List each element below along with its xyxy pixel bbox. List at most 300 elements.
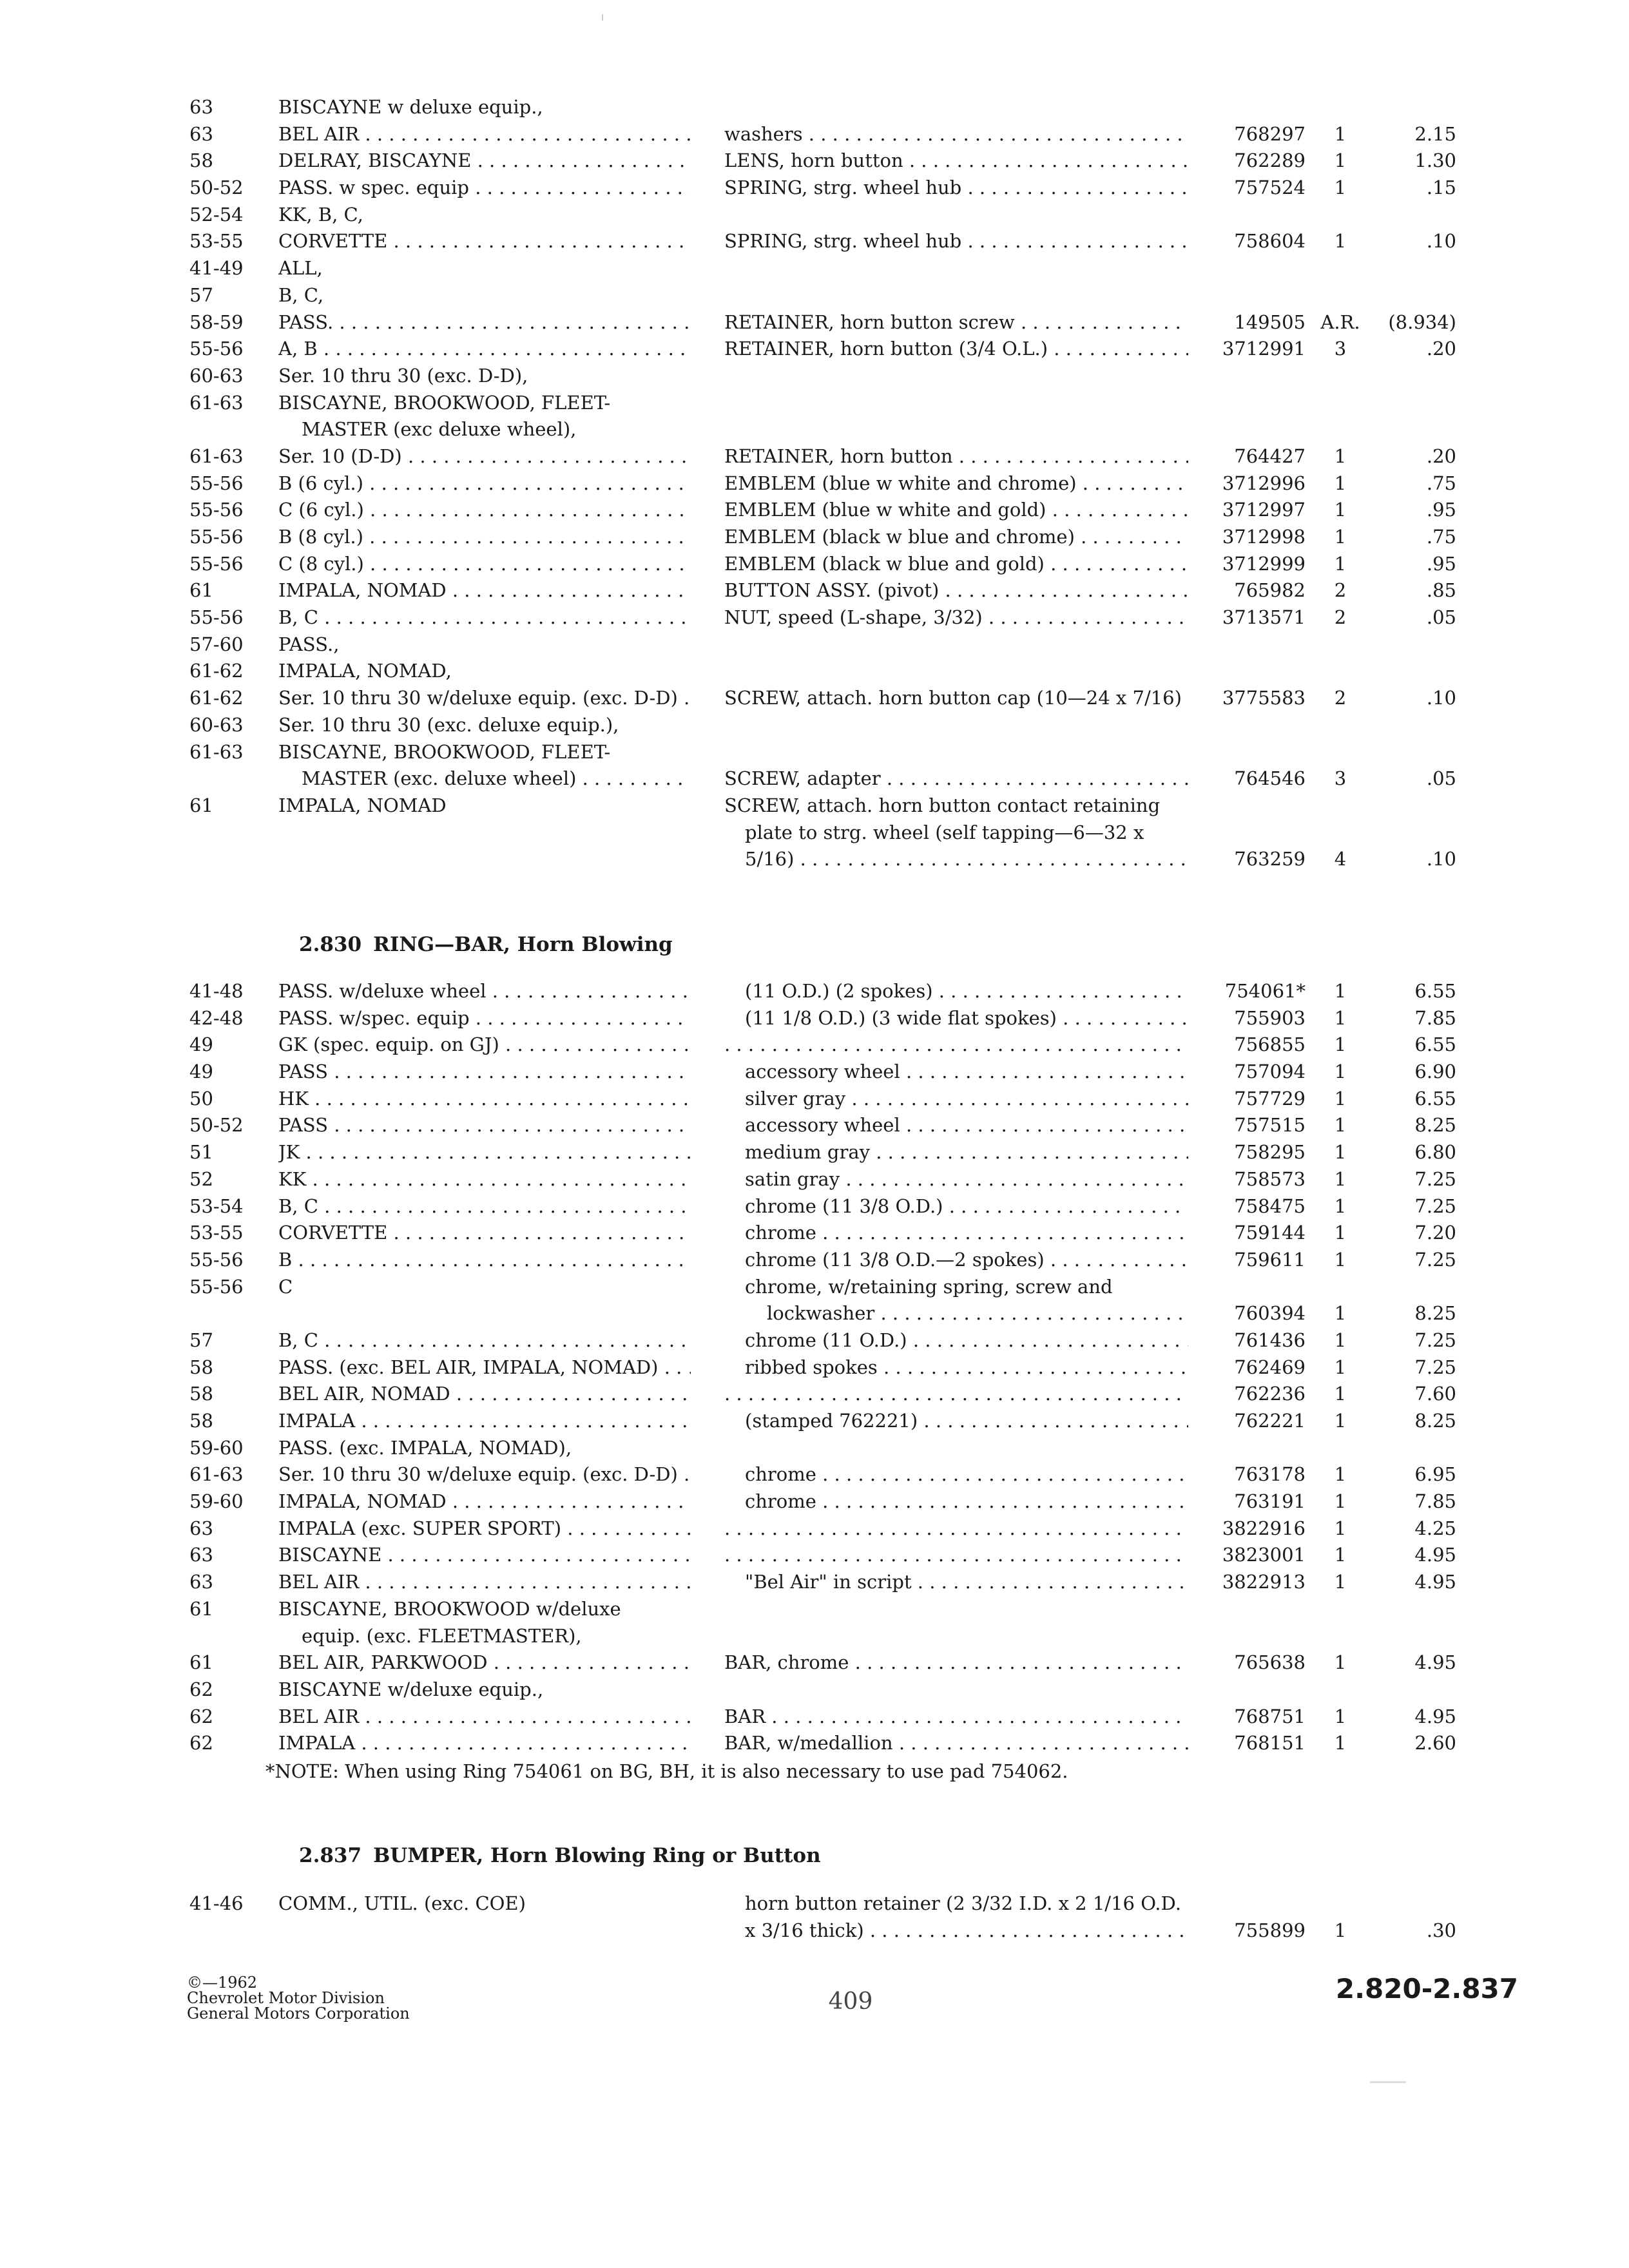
table-row — [0, 712, 1629, 739]
price-cell: 7.25 — [1414, 1168, 1456, 1190]
description-cell: chrome . . . — [745, 1220, 1188, 1247]
section-range: 2.820-2.837 — [1335, 1973, 1518, 2004]
year-cell: 51 — [189, 1141, 213, 1164]
year-cell: 55-56 — [189, 606, 244, 629]
table-row — [0, 1542, 1629, 1569]
model-cell: PASS., — [278, 633, 340, 655]
year-cell: 61 — [189, 579, 213, 602]
description-cell: chrome, w/retaining spring, screw and — [745, 1275, 1113, 1298]
model-cell: B, C . . . — [278, 604, 691, 631]
price-cell: 6.55 — [1414, 980, 1456, 1002]
quantity-cell: 1 — [1334, 1302, 1347, 1325]
table-row — [0, 1569, 1629, 1596]
table-row — [0, 1112, 1629, 1139]
part-number-cell: 763191 — [1234, 1490, 1306, 1513]
description-cell: silver gray . . . — [745, 1086, 1188, 1113]
year-cell: 57 — [189, 1329, 213, 1351]
table-row — [0, 121, 1629, 148]
price-cell: .30 — [1426, 1919, 1456, 1941]
table-row — [0, 470, 1629, 497]
quantity-cell: 1 — [1334, 1168, 1347, 1190]
year-cell: 55-56 — [189, 1275, 244, 1298]
price-cell: .20 — [1426, 338, 1456, 360]
model-cell: JK . . . — [278, 1139, 691, 1166]
model-cell: KK . . . — [278, 1166, 691, 1193]
description-cell: chrome . . . — [745, 1461, 1188, 1488]
year-cell: 63 — [189, 1517, 213, 1539]
part-number-cell: 756855 — [1234, 1033, 1306, 1056]
table-row — [0, 1059, 1629, 1086]
table-row — [0, 820, 1629, 847]
year-cell: 59-60 — [189, 1490, 244, 1513]
quantity-cell: 1 — [1334, 1517, 1347, 1539]
price-cell: 7.25 — [1414, 1195, 1456, 1217]
model-cell: C (6 cyl.) . . . — [278, 497, 691, 524]
quantity-cell: 1 — [1334, 1463, 1347, 1486]
year-cell: 58 — [189, 1356, 213, 1378]
year-cell: 61 — [189, 1597, 213, 1620]
table-row — [0, 658, 1629, 685]
description-cell: accessory wheel . . . — [745, 1059, 1188, 1086]
quantity-cell: 1 — [1334, 980, 1347, 1002]
model-cell: C — [278, 1275, 293, 1298]
part-number-cell: 768751 — [1234, 1705, 1306, 1727]
table-row — [0, 631, 1629, 658]
year-cell: 57 — [189, 284, 213, 306]
part-number-cell: 3712997 — [1222, 499, 1306, 521]
description-cell: EMBLEM (blue w white and chrome) . . . — [724, 470, 1188, 497]
model-cell: BEL AIR . . . — [278, 1569, 691, 1596]
price-cell: 6.95 — [1414, 1463, 1456, 1486]
table-row — [0, 577, 1629, 604]
quantity-cell: 1 — [1334, 1033, 1347, 1056]
price-cell: (8.934) — [1388, 311, 1456, 333]
table-row — [0, 1515, 1629, 1542]
description-cell: 5/16) . . . — [745, 846, 1188, 873]
scan-mark — [602, 14, 603, 21]
part-number-cell: 758475 — [1234, 1195, 1306, 1217]
model-cell: MASTER (exc deluxe wheel), — [302, 418, 577, 441]
price-cell: 7.60 — [1414, 1383, 1456, 1405]
part-number-cell: 3775583 — [1222, 687, 1306, 709]
table-row — [0, 524, 1629, 551]
table-row — [0, 416, 1629, 443]
table-row — [0, 255, 1629, 282]
price-cell: .05 — [1426, 767, 1456, 790]
table-row — [0, 1730, 1629, 1757]
model-cell: PASS. (exc. IMPALA, NOMAD), — [278, 1436, 572, 1459]
table-row — [0, 363, 1629, 390]
model-cell: Ser. 10 (D-D) . . . — [278, 443, 691, 470]
section-number: 2.830 — [299, 933, 362, 956]
part-number-cell: 3712991 — [1222, 338, 1306, 360]
part-number-cell: 755899 — [1234, 1919, 1306, 1941]
table-row — [0, 1220, 1629, 1247]
quantity-cell: 1 — [1334, 1141, 1347, 1164]
quantity-cell: 1 — [1334, 1383, 1347, 1405]
copyright: ©—1962 — [187, 1974, 258, 1992]
year-cell: 63 — [189, 1544, 213, 1566]
table-row — [0, 202, 1629, 229]
description-cell: SCREW, attach. horn button cap (10—24 x 7/16) . . . — [724, 685, 1188, 712]
price-cell: 8.25 — [1414, 1410, 1456, 1432]
section-number: 2.837 — [299, 1844, 362, 1867]
year-cell: 61-62 — [189, 687, 244, 709]
description-cell: chrome (11 O.D.) . . . — [745, 1327, 1188, 1354]
table-row — [0, 175, 1629, 202]
table-row — [0, 551, 1629, 578]
description-cell: plate to strg. wheel (self tapping—6—32 x — [745, 821, 1144, 843]
price-cell: 6.55 — [1414, 1087, 1456, 1110]
table-row — [0, 765, 1629, 793]
description-cell: medium gray . . . — [745, 1139, 1188, 1166]
year-cell: 57-60 — [189, 633, 244, 655]
part-number-cell: 764546 — [1234, 767, 1306, 790]
description-cell: RETAINER, horn button . . . — [724, 443, 1188, 470]
description-cell: accessory wheel . . . — [745, 1112, 1188, 1139]
year-cell: 63 — [189, 96, 213, 118]
model-cell: BISCAYNE w deluxe equip., — [278, 96, 543, 118]
year-cell: 63 — [189, 1571, 213, 1593]
model-cell: BISCAYNE, BROOKWOOD, FLEET- — [278, 740, 611, 763]
quantity-cell: 1 — [1334, 1651, 1347, 1674]
table-row — [0, 94, 1629, 121]
model-cell: Ser. 10 thru 30 w/deluxe equip. (exc. D-D) . . . — [278, 1461, 691, 1488]
description-cell: lockwasher . . . — [767, 1300, 1188, 1327]
year-cell: 62 — [189, 1678, 213, 1700]
year-cell: 53-54 — [189, 1195, 244, 1217]
description-cell: EMBLEM (blue w white and gold) . . . — [724, 497, 1188, 524]
table-row — [0, 1086, 1629, 1113]
price-cell: 7.85 — [1414, 1006, 1456, 1029]
section-heading-2837 — [299, 1844, 821, 1867]
year-cell: 60-63 — [189, 713, 244, 736]
table-row — [0, 1677, 1629, 1704]
part-number-cell: 754061* — [1224, 980, 1306, 1002]
table-row — [0, 497, 1629, 524]
table-row — [0, 1917, 1629, 1945]
model-cell: IMPALA . . . — [278, 1730, 691, 1757]
part-number-cell: 3822916 — [1222, 1517, 1306, 1539]
model-cell: B (6 cyl.) . . . — [278, 470, 691, 497]
year-cell: 41-48 — [189, 980, 244, 1002]
year-cell: 55-56 — [189, 526, 244, 548]
description-cell: LENS, horn button . . . — [724, 148, 1188, 175]
price-cell: 7.20 — [1414, 1222, 1456, 1244]
description-cell: washers . . . — [724, 121, 1188, 148]
table-row — [0, 1327, 1629, 1354]
quantity-cell: 1 — [1334, 1087, 1347, 1110]
quantity-cell: 1 — [1334, 1195, 1347, 1217]
model-cell: PASS. w/spec. equip . . . — [278, 1005, 691, 1032]
part-number-cell: 3822913 — [1222, 1571, 1306, 1593]
part-number-cell: 3713571 — [1222, 606, 1306, 629]
year-cell: 58-59 — [189, 311, 244, 333]
model-cell: A, B . . . — [278, 336, 691, 363]
model-cell: PASS. . . . — [278, 309, 691, 336]
price-cell: 8.25 — [1414, 1302, 1456, 1325]
part-number-cell: 755903 — [1234, 1006, 1306, 1029]
quantity-cell: 1 — [1334, 445, 1347, 467]
part-number-cell: 764427 — [1234, 445, 1306, 467]
part-number-cell: 757094 — [1234, 1061, 1306, 1083]
year-cell: 62 — [189, 1732, 213, 1754]
model-cell: PASS . . . — [278, 1112, 691, 1139]
price-cell: .15 — [1426, 177, 1456, 199]
year-cell: 63 — [189, 122, 213, 145]
quantity-cell: 1 — [1334, 1061, 1347, 1083]
model-cell: IMPALA, NOMAD . . . — [278, 1488, 691, 1515]
description-cell: NUT, speed (L-shape, 3/32) . . . — [724, 604, 1188, 631]
description-cell: satin gray . . . — [745, 1166, 1188, 1193]
table-row — [0, 1488, 1629, 1515]
year-cell: 50 — [189, 1087, 213, 1110]
table-row — [0, 1005, 1629, 1032]
model-cell: IMPALA . . . — [278, 1408, 691, 1435]
price-cell: 4.95 — [1414, 1651, 1456, 1674]
part-number-cell: 763259 — [1234, 848, 1306, 870]
description-cell: chrome (11 3/8 O.D.—2 spokes) . . . — [745, 1247, 1188, 1274]
quantity-cell: 2 — [1334, 606, 1347, 629]
description-cell: (stamped 762221) . . . — [745, 1408, 1188, 1435]
model-cell: KK, B, C, — [278, 203, 363, 226]
table-row — [0, 739, 1629, 766]
quantity-cell: 1 — [1334, 1544, 1347, 1566]
table-row — [0, 1704, 1629, 1731]
table-row — [0, 1435, 1629, 1462]
price-cell: .10 — [1426, 687, 1456, 709]
description-cell: BAR . . . — [724, 1704, 1188, 1731]
quantity-cell: 1 — [1334, 1222, 1347, 1244]
quantity-cell: 1 — [1334, 149, 1347, 172]
description-cell: x 3/16 thick) . . . — [745, 1917, 1188, 1945]
model-cell: BEL AIR . . . — [278, 1704, 691, 1731]
table-row — [0, 1354, 1629, 1381]
year-cell: 55-56 — [189, 472, 244, 494]
scan-mark — [1370, 2081, 1406, 2083]
description-cell: horn button retainer (2 3/32 I.D. x 2 1/16 O.D. — [745, 1892, 1181, 1914]
model-cell: Ser. 10 thru 30 (exc. D-D), — [278, 364, 528, 387]
publisher-credit — [187, 1975, 410, 2021]
part-number-cell: 149505 — [1234, 311, 1306, 333]
table-row — [0, 1166, 1629, 1193]
quantity-cell: 2 — [1334, 579, 1347, 602]
model-cell: Ser. 10 thru 30 w/deluxe equip. (exc. D-D) . . . — [278, 685, 691, 712]
publisher-line-2: General Motors Corporation — [187, 2004, 410, 2023]
model-cell: CORVETTE . . . — [278, 1220, 691, 1247]
year-cell: 58 — [189, 1383, 213, 1405]
section-heading-2830 — [299, 933, 673, 956]
model-cell: MASTER (exc. deluxe wheel) . . . — [302, 765, 691, 793]
part-number-cell: 762221 — [1234, 1410, 1306, 1432]
description-cell: EMBLEM (black w blue and chrome) . . . — [724, 524, 1188, 551]
year-cell: 50-52 — [189, 1114, 244, 1137]
year-cell: 61-63 — [189, 740, 244, 763]
description-cell: BUTTON ASSY. (pivot) . . . — [724, 577, 1188, 604]
part-number-cell: 765982 — [1234, 579, 1306, 602]
model-cell: HK . . . — [278, 1086, 691, 1113]
year-cell: 61-62 — [189, 660, 244, 682]
table-row — [0, 148, 1629, 175]
table-row — [0, 1381, 1629, 1408]
year-cell: 53-55 — [189, 230, 244, 253]
part-number-cell: 3712996 — [1222, 472, 1306, 494]
table-row — [0, 1461, 1629, 1488]
price-cell: 1.30 — [1414, 149, 1456, 172]
price-cell: .95 — [1426, 552, 1456, 575]
price-cell: 4.95 — [1414, 1571, 1456, 1593]
model-cell: equip. (exc. FLEETMASTER), — [302, 1624, 582, 1647]
table-row — [0, 846, 1629, 873]
model-cell: PASS. w spec. equip . . . — [278, 175, 691, 202]
table-row — [0, 1408, 1629, 1435]
year-cell: 61 — [189, 1651, 213, 1674]
table-row — [0, 1300, 1629, 1327]
description-cell: SPRING, strg. wheel hub . . . — [724, 228, 1188, 255]
description-cell: (11 1/8 O.D.) (3 wide flat spokes) . . . — [745, 1005, 1188, 1032]
model-cell: Ser. 10 thru 30 (exc. deluxe equip.), — [278, 713, 619, 736]
price-cell: .05 — [1426, 606, 1456, 629]
quantity-cell: 1 — [1334, 526, 1347, 548]
table-row — [0, 1596, 1629, 1623]
model-cell: IMPALA (exc. SUPER SPORT) . . . — [278, 1515, 691, 1542]
description-cell: chrome (11 3/8 O.D.) . . . — [745, 1193, 1188, 1220]
table-row — [0, 685, 1629, 712]
quantity-cell: 1 — [1334, 552, 1347, 575]
description-cell — [724, 1032, 1188, 1059]
quantity-cell: 1 — [1334, 472, 1347, 494]
description-cell: BAR, w/medallion . . . — [724, 1730, 1188, 1757]
quantity-cell: 1 — [1334, 230, 1347, 253]
year-cell: 62 — [189, 1705, 213, 1727]
table-row — [0, 1623, 1629, 1650]
table-row — [0, 978, 1629, 1005]
description-cell — [724, 1542, 1188, 1569]
part-number-cell: 758295 — [1234, 1141, 1306, 1164]
price-cell: .10 — [1426, 230, 1456, 253]
quantity-cell: 3 — [1334, 338, 1347, 360]
part-number-cell: 759611 — [1234, 1248, 1306, 1271]
year-cell: 60-63 — [189, 364, 244, 387]
model-cell: B, C, — [278, 284, 324, 306]
year-cell: 59-60 — [189, 1436, 244, 1459]
model-cell: C (8 cyl.) . . . — [278, 551, 691, 578]
description-cell: SPRING, strg. wheel hub . . . — [724, 175, 1188, 202]
price-cell: 7.25 — [1414, 1329, 1456, 1351]
part-number-cell: 3712999 — [1222, 552, 1306, 575]
model-cell: IMPALA, NOMAD — [278, 794, 447, 816]
year-cell: 42-48 — [189, 1006, 244, 1029]
model-cell: COMM., UTIL. (exc. COE) — [278, 1892, 526, 1914]
model-cell: PASS. (exc. BEL AIR, IMPALA, NOMAD) . . . — [278, 1354, 691, 1381]
model-cell: IMPALA, NOMAD, — [278, 660, 452, 682]
description-cell: SCREW, adapter . . . — [724, 765, 1188, 793]
quantity-cell: A.R. — [1320, 311, 1360, 333]
part-number-cell: 762289 — [1234, 149, 1306, 172]
table-row — [0, 604, 1629, 631]
year-cell: 55-56 — [189, 499, 244, 521]
price-cell: 8.25 — [1414, 1114, 1456, 1137]
description-cell: ribbed spokes . . . — [745, 1354, 1188, 1381]
model-cell: ALL, — [278, 257, 323, 280]
year-cell: 52 — [189, 1168, 213, 1190]
part-number-cell: 761436 — [1234, 1329, 1306, 1351]
quantity-cell: 1 — [1334, 1490, 1347, 1513]
quantity-cell: 1 — [1334, 1410, 1347, 1432]
quantity-cell: 4 — [1334, 848, 1347, 870]
quantity-cell: 1 — [1334, 1571, 1347, 1593]
table-row — [0, 309, 1629, 336]
description-cell: (11 O.D.) (2 spokes) . . . — [745, 978, 1188, 1005]
year-cell: 61-63 — [189, 445, 244, 467]
year-cell: 50-52 — [189, 177, 244, 199]
description-cell — [724, 1381, 1188, 1408]
table-row — [0, 228, 1629, 255]
table-row — [0, 1274, 1629, 1301]
model-cell: IMPALA, NOMAD . . . — [278, 577, 691, 604]
quantity-cell: 1 — [1334, 1705, 1347, 1727]
table-row — [0, 390, 1629, 417]
model-cell: B, C . . . — [278, 1193, 691, 1220]
section-title: RING—BAR, Horn Blowing — [373, 933, 673, 956]
description-cell: "Bel Air" in script . . . — [745, 1569, 1188, 1596]
part-number-cell: 759144 — [1234, 1222, 1306, 1244]
table-row — [0, 1032, 1629, 1059]
quantity-cell: 1 — [1334, 1006, 1347, 1029]
part-number-cell: 762236 — [1234, 1383, 1306, 1405]
description-cell: SCREW, attach. horn button contact retaining — [724, 794, 1161, 816]
publisher-line-1: Chevrolet Motor Division — [187, 1989, 385, 2007]
price-cell: 6.90 — [1414, 1061, 1456, 1083]
model-cell: BISCAYNE . . . — [278, 1542, 691, 1569]
part-number-cell: 3712998 — [1222, 526, 1306, 548]
continued-parts-list — [0, 94, 1629, 873]
part-number-cell: 760394 — [1234, 1302, 1306, 1325]
quantity-cell: 1 — [1334, 1114, 1347, 1137]
price-cell: 7.85 — [1414, 1490, 1456, 1513]
parts-list-2837 — [0, 1890, 1629, 1944]
price-cell: 6.80 — [1414, 1141, 1456, 1164]
description-cell: RETAINER, horn button (3/4 O.L.) . . . — [724, 336, 1188, 363]
quantity-cell: 1 — [1334, 1329, 1347, 1351]
table-row — [0, 1649, 1629, 1677]
part-number-cell: 757729 — [1234, 1087, 1306, 1110]
page-number: 409 — [828, 1988, 873, 2015]
quantity-cell: 2 — [1334, 687, 1347, 709]
quantity-cell: 1 — [1334, 122, 1347, 145]
year-cell: 53-55 — [189, 1222, 244, 1244]
part-number-cell: 758604 — [1234, 230, 1306, 253]
price-cell: .85 — [1426, 579, 1456, 602]
price-cell: .75 — [1426, 472, 1456, 494]
year-cell: 55-56 — [189, 338, 244, 360]
model-cell: BISCAYNE, BROOKWOOD w/deluxe — [278, 1597, 621, 1620]
quantity-cell: 1 — [1334, 177, 1347, 199]
table-row — [0, 443, 1629, 470]
table-row — [0, 282, 1629, 309]
quantity-cell: 1 — [1334, 1732, 1347, 1754]
price-cell: 4.95 — [1414, 1705, 1456, 1727]
year-cell: 55-56 — [189, 552, 244, 575]
model-cell: B . . . — [278, 1247, 691, 1274]
model-cell: BEL AIR, NOMAD . . . — [278, 1381, 691, 1408]
part-number-cell: 757524 — [1234, 177, 1306, 199]
model-cell: BEL AIR . . . — [278, 121, 691, 148]
description-cell: RETAINER, horn button screw . . . — [724, 309, 1188, 336]
model-cell: PASS. w/deluxe wheel . . . — [278, 978, 691, 1005]
price-cell: .20 — [1426, 445, 1456, 467]
section-title: BUMPER, Horn Blowing Ring or Button — [373, 1844, 821, 1867]
